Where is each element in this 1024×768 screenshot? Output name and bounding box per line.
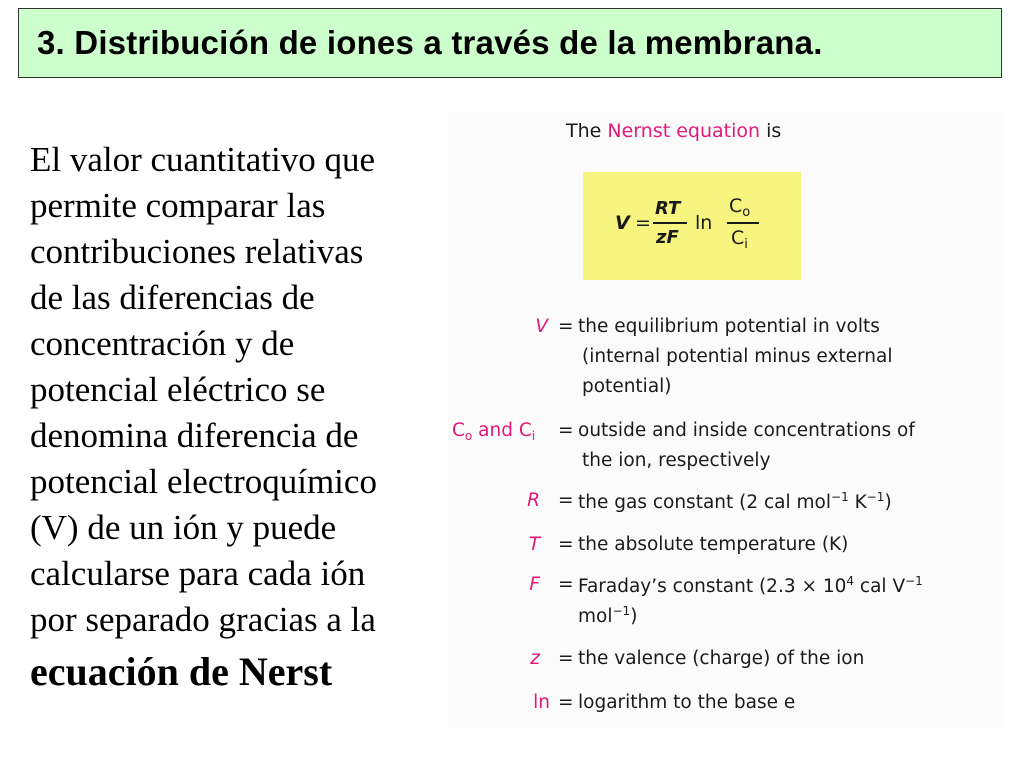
def-ln-equals: = — [558, 692, 574, 713]
def-f-text: Faraday’s constant (2.3 × 10 — [578, 576, 847, 597]
def-f-desc — [578, 574, 923, 597]
def-c-symbol — [452, 420, 552, 443]
def-ln-symbol: ln — [533, 692, 550, 713]
eq-c-outside — [729, 195, 750, 220]
eq-fraction-bar — [653, 222, 687, 224]
def-f-exp1: 4 — [846, 574, 855, 588]
eq-c-outside-letter: C — [729, 195, 743, 217]
eq-c-inside — [731, 227, 748, 252]
intro-term: Nernst equation — [607, 120, 761, 142]
body-line: por separado gracias a la — [30, 600, 376, 639]
body-line: calcularse para cada ión — [30, 554, 366, 593]
def-f-letter: F — [529, 574, 540, 595]
def-t-symbol — [510, 534, 540, 555]
def-c-o-sub: o — [464, 429, 473, 443]
def-r-text: the gas constant (2 cal mol — [578, 492, 832, 513]
def-r-exp2: −1 — [866, 490, 885, 504]
def-z-desc: the valence (charge) of the ion — [578, 648, 865, 669]
def-f-cont-text: mol — [578, 606, 613, 627]
eq-c-inside-sub: i — [744, 237, 748, 252]
body-paragraph — [30, 137, 430, 701]
body-line: permite comparar las — [30, 186, 326, 225]
def-f-cont-end: ) — [630, 606, 638, 627]
def-v-symbol — [518, 316, 548, 337]
def-f-symbol — [510, 574, 540, 595]
equation-box — [583, 172, 801, 280]
def-c-o-letter: C — [452, 420, 465, 441]
def-r-letter: R — [527, 490, 540, 511]
def-v-letter: V — [535, 316, 548, 337]
body-line: El valor cuantitativo que — [30, 140, 376, 179]
eq-c-inside-letter: C — [731, 227, 745, 249]
body-line: de las diferencias de — [30, 278, 315, 317]
eq-ln: ln — [695, 212, 713, 234]
def-v-equals: = — [558, 316, 574, 337]
def-z-symbol — [510, 648, 540, 669]
def-t-equals: = — [558, 534, 574, 555]
nernst-figure — [448, 112, 1002, 728]
def-r-mid: K — [848, 492, 867, 513]
figure-intro — [566, 120, 781, 142]
def-f-equals: = — [558, 574, 574, 595]
def-v-cont1: (internal potential minus external — [582, 346, 893, 367]
eq-denominator: zF — [656, 227, 679, 248]
body-line: denomina diferencia de — [30, 416, 359, 455]
def-ln-desc: logarithm to the base e — [578, 692, 796, 713]
def-c-cont1: the ion, respectively — [582, 450, 771, 471]
def-f-cont-exp: −1 — [612, 604, 631, 618]
body-line: concentración y de — [30, 324, 295, 363]
def-f-cont1 — [578, 604, 637, 627]
intro-suffix: is — [760, 120, 782, 142]
def-r-symbol — [510, 490, 540, 511]
body-line: potencial electroquímico — [30, 462, 377, 501]
def-t-letter: T — [528, 534, 540, 555]
slide-title: 3. Distribución de iones a través de la membrana. — [37, 24, 823, 61]
def-v-cont2: potential) — [582, 376, 672, 397]
def-r-end: ) — [884, 492, 892, 513]
body-line: contribuciones relativas — [30, 232, 364, 271]
def-f-exp2: −1 — [905, 574, 923, 588]
eq-numerator: RT — [655, 198, 681, 219]
slide-title-box — [18, 8, 1002, 78]
body-emphasis: ecuación de Nerst — [30, 649, 333, 694]
def-z-equals: = — [558, 648, 574, 669]
def-r-exp1: −1 — [831, 490, 849, 504]
def-z-letter: z — [530, 648, 540, 669]
def-c-and: and — [472, 420, 519, 441]
eq-c-outside-sub: o — [742, 205, 751, 220]
def-c-equals: = — [558, 420, 574, 441]
def-r-equals: = — [558, 490, 574, 511]
def-v-desc: the equilibrium potential in volts — [578, 316, 880, 337]
eq-equals: = — [635, 212, 651, 234]
def-c-i-letter: C — [518, 420, 532, 441]
def-c-i-sub: i — [531, 429, 536, 443]
body-line: potencial eléctrico se — [30, 370, 326, 409]
def-f-mid: cal V — [854, 576, 906, 597]
intro-prefix: The — [566, 120, 608, 142]
def-r-desc — [578, 490, 892, 513]
eq-ratio-bar — [727, 222, 759, 224]
def-c-desc: outside and inside concentrations of — [578, 420, 915, 441]
eq-lhs: V — [615, 212, 630, 234]
body-line: (V) de un ión y puede — [30, 508, 337, 547]
def-t-desc: the absolute temperature (K) — [578, 534, 849, 555]
